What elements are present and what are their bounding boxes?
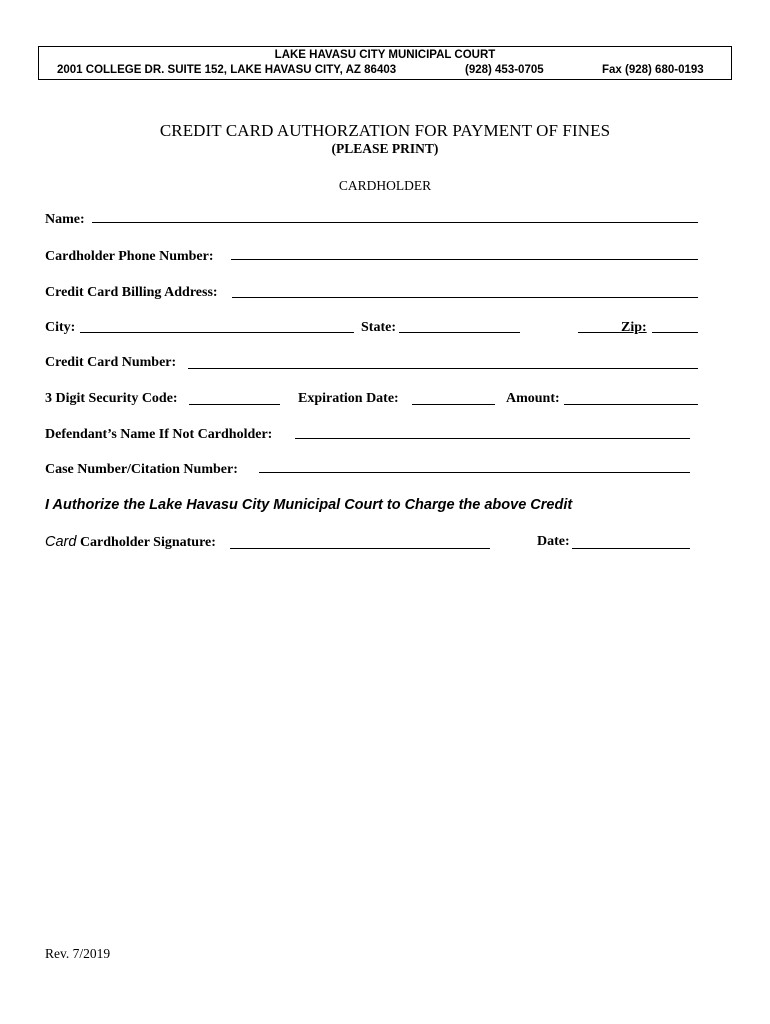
expiration-label: Expiration Date: <box>298 391 399 406</box>
court-name: LAKE HAVASU CITY MUNICIPAL COURT <box>274 49 496 61</box>
security-code-field[interactable] <box>189 404 280 405</box>
zip-leading-line <box>578 332 621 333</box>
city-label: City: <box>45 320 76 335</box>
phone-field[interactable] <box>231 259 698 260</box>
card-number-field[interactable] <box>188 368 698 369</box>
amount-label: Amount: <box>506 391 560 406</box>
security-code-label: 3 Digit Security Code: <box>45 391 178 406</box>
case-number-label: Case Number/Citation Number: <box>45 462 238 477</box>
form-title: CREDIT CARD AUTHORZATION FOR PAYMENT OF FINES <box>159 121 611 140</box>
section-heading: CARDHOLDER <box>338 178 432 193</box>
phone-label: Cardholder Phone Number: <box>45 249 214 264</box>
city-field[interactable] <box>80 332 354 333</box>
date-field[interactable] <box>572 548 690 549</box>
state-field[interactable] <box>399 332 520 333</box>
zip-field[interactable] <box>652 332 698 333</box>
court-fax: Fax (928) 680-0193 <box>602 64 704 76</box>
signature-label: Cardholder Signature: <box>79 535 216 550</box>
billing-address-label: Credit Card Billing Address: <box>45 285 218 300</box>
card-word: Card <box>45 534 77 550</box>
court-address: 2001 COLLEGE DR. SUITE 152, LAKE HAVASU CITY, AZ 86403 <box>57 64 397 76</box>
card-number-label: Credit Card Number: <box>45 355 177 370</box>
authorization-statement: I Authorize the Lake Havasu City Municipal Court to Charge the above Credit <box>45 497 573 513</box>
case-number-field[interactable] <box>259 472 690 473</box>
state-label: State: <box>361 320 396 335</box>
form-subtitle: (PLEASE PRINT) <box>331 141 439 156</box>
court-phone: (928) 453-0705 <box>465 64 544 76</box>
zip-label: Zip: <box>621 320 647 335</box>
signature-row <box>45 534 216 551</box>
name-label: Name: <box>45 212 85 227</box>
defendant-name-label: Defendant’s Name If Not Cardholder: <box>45 427 273 442</box>
court-header <box>38 46 732 80</box>
signature-field[interactable] <box>230 548 490 549</box>
defendant-name-field[interactable] <box>295 438 690 439</box>
billing-address-field[interactable] <box>232 297 698 298</box>
expiration-field[interactable] <box>412 404 495 405</box>
name-field[interactable] <box>92 222 698 223</box>
amount-field[interactable] <box>564 404 698 405</box>
date-label: Date: <box>537 534 570 549</box>
revision-note: Rev. 7/2019 <box>45 946 111 961</box>
